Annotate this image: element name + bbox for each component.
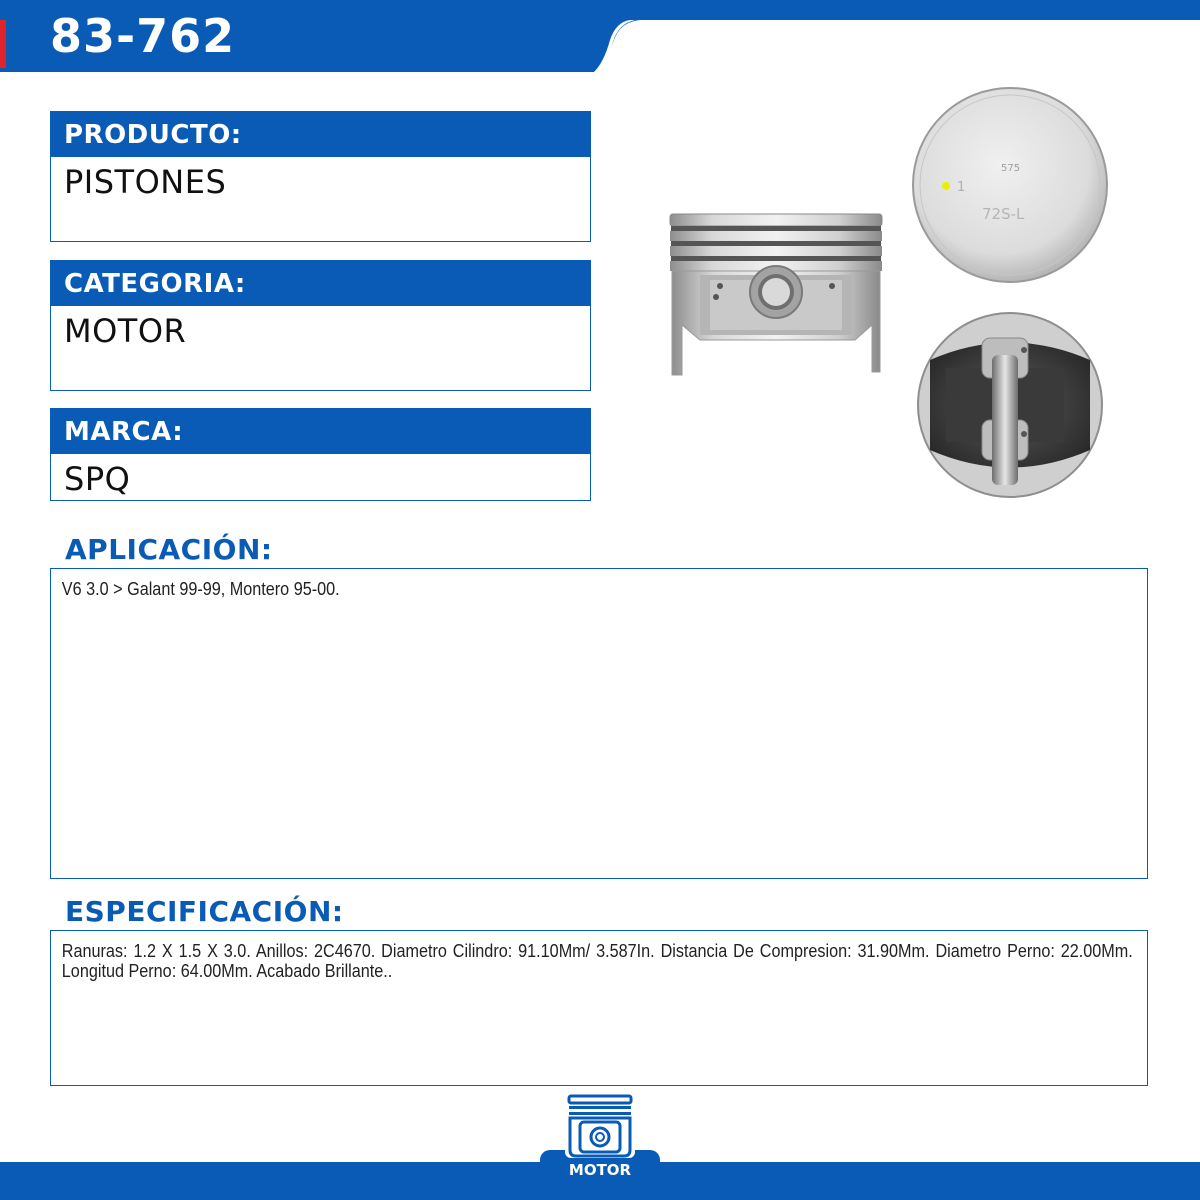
crown-marking-72s-l: 72S-L — [982, 205, 1025, 223]
crown-marking-1: 1 — [957, 180, 966, 195]
footer-category-label: MOTOR — [568, 1161, 632, 1179]
piston-icon — [563, 1092, 637, 1160]
marca-label: MARCA: — [51, 409, 590, 454]
aplicacion-box — [50, 568, 1148, 879]
producto-label: PRODUCTO: — [51, 112, 590, 157]
producto-value: PISTONES — [64, 163, 227, 201]
especificacion-text: Ranuras: 1.2 X 1.5 X 3.0. Anillos: 2C4670. Diametro Cilindro: 91.10Mm/ 3.587In. Distancia De Compresion: 31.90Mm. Diametro Perno: 22.00Mm. Longitud Perno: 64.00Mm. Acabado Brillante.. — [61, 941, 1133, 981]
categoria-field — [50, 260, 591, 391]
piston-crown-view — [913, 88, 1107, 282]
crown-dot — [942, 182, 950, 190]
aplicacion-title: APLICACIÓN: — [65, 533, 273, 566]
part-number: 83-762 — [50, 9, 236, 63]
product-images — [640, 75, 1160, 505]
aplicacion-text: V6 3.0 > Galant 99-99, Montero 95-00. — [61, 579, 340, 599]
piston-side-view — [670, 214, 882, 375]
piston-underside-view — [918, 313, 1102, 497]
marca-field — [50, 408, 591, 501]
producto-field — [50, 111, 591, 242]
marca-value: SPQ — [64, 460, 131, 498]
categoria-value: MOTOR — [64, 312, 187, 350]
categoria-label: CATEGORIA: — [51, 261, 590, 306]
crown-marking-575: 575 — [1001, 163, 1021, 174]
especificacion-box — [50, 930, 1148, 1086]
especificacion-title: ESPECIFICACIÓN: — [65, 895, 344, 928]
red-accent-stripe — [0, 20, 6, 68]
